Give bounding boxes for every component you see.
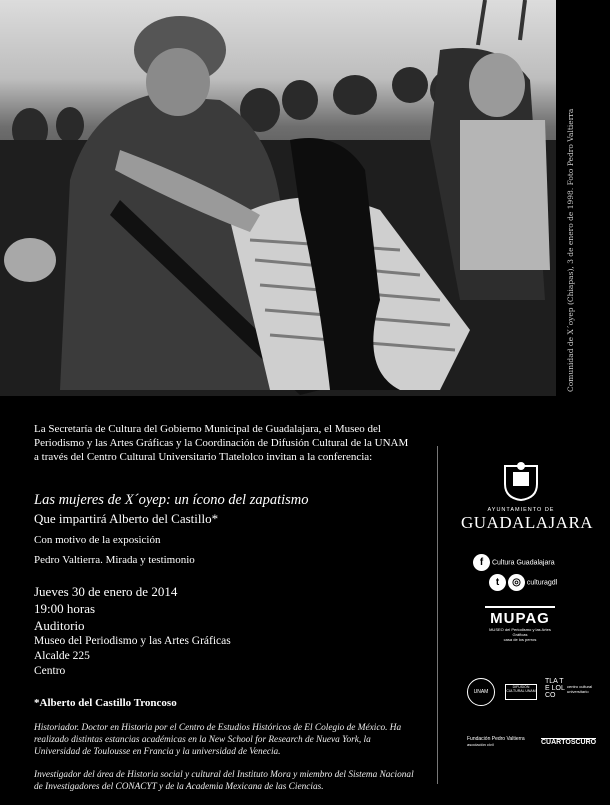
tlatelolco-label: TLA TE LOL CO [545,678,565,699]
conference-motive: Con motivo de la exposición [34,534,161,546]
speaker-bio-2: Investigador del área de Historia social y cultural del Instituto Mora y miembro del Sistema Nacional de Investigadores del CONACYT y de la Academia Mexicana de las Ciencias. [34,770,414,792]
mupag-name: MUPAG [485,606,555,627]
facebook-icon[interactable]: f [473,554,490,571]
ayuntamiento-label: AYUNTAMIENTO DE [487,507,555,513]
photo-illustration [0,0,556,396]
twitter-icon[interactable]: t [489,574,506,591]
event-details [34,583,414,679]
news-photo [0,0,556,396]
column-divider [437,446,438,784]
coat-of-arms-icon [499,462,543,502]
guadalajara-label: GUADALAJARA [461,513,594,532]
event-time: 19:00 horas [34,601,96,616]
tlatelolco-subtitle: centro cultural universitario [567,684,593,694]
unam-logo [467,678,495,706]
social-links [473,554,557,591]
fundacion-label: Fundación Pedro Valtierra [467,736,525,742]
event-venue: Museo del Periodismo y las Artes Gráficas [34,635,231,647]
ayuntamiento-logo [461,462,594,533]
fundacion-logo [467,736,527,747]
fundacion-subtitle: asociación civil [467,742,494,747]
unam-label: UNAM [473,689,489,695]
conference-title: Las mujeres de X´oyep: un ícono del zapatismo [34,492,309,508]
difusion-logo [505,684,537,700]
mupag-logo [485,606,555,642]
instagram-icon[interactable]: ◎ [508,574,525,591]
cuartoscuro-logo: CUARTOSCURO [541,739,597,746]
tlatelolco-logo [545,678,567,699]
mupag-tagline: casa de los perros [503,637,537,642]
twitter-handle[interactable]: culturagdl [526,579,558,587]
institutional-logos-row [467,678,602,718]
difusion-label: DIFUSIÓN CULTURAL UNAM [506,685,536,693]
foundation-logos-row [467,730,602,760]
event-date: Jueves 30 de enero de 2014 [34,584,178,599]
invitation-text [34,422,414,793]
facebook-label[interactable]: Cultura Guadalajara [491,559,555,567]
speaker-bio-1: Historiador. Doctor en Historia por el Centro de Estudios Históricos de El Colegio de México. Ha realizado distintas estancias académicas en la New School for Research de Nueva York, la Universidad de Toulousse en Francia y la universidad de Venecia. [34,723,402,757]
exhibition-name: Pedro Valtierra. Mirada y testimonio [34,554,195,566]
event-area: Centro [34,665,66,677]
photo-credit: Comunidad de X´oyep (Chiapas), 3 de enero de 1998. Foto Pedro Valtierra [566,108,575,392]
event-address: Alcalde 225 [34,650,90,662]
intro-paragraph: La Secretaría de Cultura del Gobierno Municipal de Guadalajara, el Museo del Periodismo y las Artes Gráficas y la Coordinación de Difusión Cultural de la UNAM a través del Centro Cultural Universitario Tlatelolco invitan a la conferencia: [34,423,409,463]
sponsor-logos [445,420,605,800]
event-room: Auditorio [34,618,85,633]
mupag-subtitle: MUSEO del Periodismo y las Artes Gráficas [489,627,551,637]
speaker-name: *Alberto del Castillo Troncoso [34,697,177,709]
conference-speaker: Que impartirá Alberto del Castillo* [34,511,219,526]
